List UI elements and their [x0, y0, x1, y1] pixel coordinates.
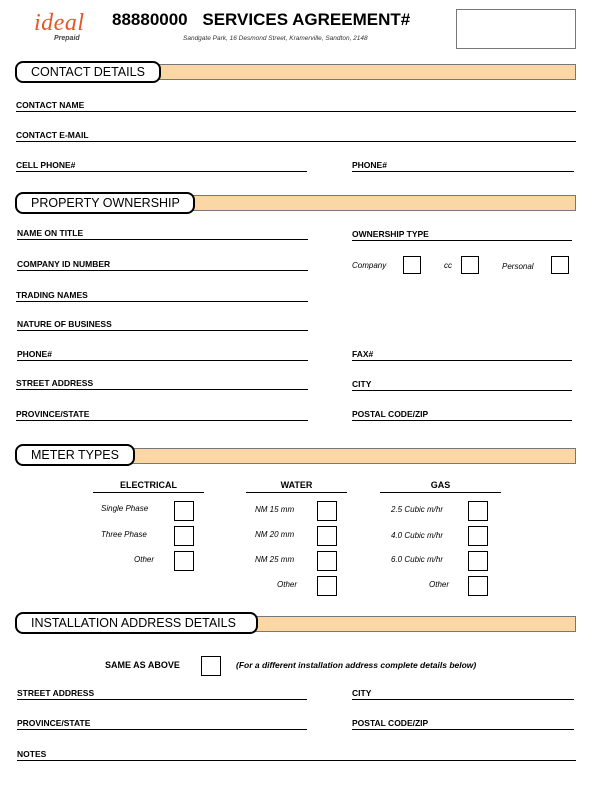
section-contact-details: CONTACT DETAILS [15, 61, 161, 83]
water-other-checkbox[interactable] [317, 576, 337, 596]
logo-text: ideal [34, 10, 85, 36]
gas-2-5-label: 2.5 Cubic m/hr [391, 505, 444, 514]
gas-other-label: Other [429, 580, 450, 589]
gas-column-heading: GAS [380, 480, 501, 493]
water-nm15-checkbox[interactable] [317, 501, 337, 521]
electrical-other-checkbox[interactable] [174, 551, 194, 571]
section-property-ownership: PROPERTY OWNERSHIP [15, 192, 195, 214]
ownership-cc-checkbox[interactable] [461, 256, 479, 274]
water-nm20-checkbox[interactable] [317, 526, 337, 546]
fax-field[interactable]: FAX# [352, 349, 572, 361]
electrical-column-heading: ELECTRICAL [93, 480, 204, 493]
gas-4-0-checkbox[interactable] [468, 526, 488, 546]
electrical-three-phase-label: Three Phase [101, 530, 147, 539]
section-bar [150, 64, 576, 80]
contact-email-field[interactable]: CONTACT E-MAIL [16, 130, 576, 142]
province-field[interactable]: PROVINCE/STATE [16, 409, 308, 421]
installation-postal-code-field[interactable]: POSTAL CODE/ZIP [352, 718, 574, 730]
electrical-single-phase-label: Single Phase [101, 504, 149, 513]
street-address-field[interactable]: STREET ADDRESS [16, 378, 308, 390]
ownership-cc-label: cc [444, 261, 452, 270]
postal-code-field[interactable]: POSTAL CODE/ZIP [352, 409, 572, 421]
ownership-personal-label: Personal [502, 262, 534, 271]
gas-6-0-checkbox[interactable] [468, 551, 488, 571]
section-meter-types: METER TYPES [15, 444, 135, 466]
logo-subtext: Prepaid [54, 35, 80, 42]
nature-of-business-field[interactable]: NATURE OF BUSINESS [17, 319, 308, 331]
electrical-other-label: Other [134, 555, 155, 564]
property-phone-field[interactable]: PHONE# [17, 349, 308, 361]
water-nm25-label: NM 25 mm [255, 555, 295, 564]
trading-names-field[interactable]: TRADING NAMES [16, 290, 308, 302]
ownership-company-checkbox[interactable] [403, 256, 421, 274]
phone-field[interactable]: PHONE# [352, 160, 574, 172]
installation-street-address-field[interactable]: STREET ADDRESS [17, 688, 307, 700]
water-nm25-checkbox[interactable] [317, 551, 337, 571]
notes-field[interactable]: NOTES [17, 749, 576, 761]
gas-other-checkbox[interactable] [468, 576, 488, 596]
agreement-number: 88880000 [112, 10, 188, 29]
section-bar [185, 195, 576, 211]
name-on-title-field[interactable]: NAME ON TITLE [17, 228, 308, 240]
ownership-type-field: OWNERSHIP TYPE [352, 229, 572, 241]
ownership-personal-checkbox[interactable] [551, 256, 569, 274]
ideal-prepaid-logo [14, 4, 94, 46]
gas-6-0-label: 6.0 Cubic m/hr [391, 555, 444, 564]
same-as-above-checkbox[interactable] [201, 656, 221, 676]
electrical-single-phase-checkbox[interactable] [174, 501, 194, 521]
water-nm20-label: NM 20 mm [255, 530, 295, 539]
electrical-three-phase-checkbox[interactable] [174, 526, 194, 546]
water-other-label: Other [277, 580, 298, 589]
water-column-heading: WATER [246, 480, 347, 493]
gas-4-0-label: 4.0 Cubic m/hr [391, 531, 444, 540]
section-bar [248, 616, 576, 632]
installation-city-field[interactable]: CITY [352, 688, 574, 700]
installation-note: (For a different installation address complete details below) [236, 660, 477, 670]
company-address: Sandgate Park, 16 Desmond Street, Kramerville, Sandton, 2148 [183, 35, 368, 42]
section-installation-address: INSTALLATION ADDRESS DETAILS [15, 612, 258, 634]
agreement-title: SERVICES AGREEMENT# [202, 10, 411, 29]
contact-name-field[interactable]: CONTACT NAME [16, 100, 576, 112]
ownership-company-label: Company [352, 261, 387, 270]
city-field[interactable]: CITY [352, 379, 572, 391]
gas-2-5-checkbox[interactable] [468, 501, 488, 521]
installation-province-field[interactable]: PROVINCE/STATE [17, 718, 307, 730]
same-as-above-label: SAME AS ABOVE [105, 660, 180, 670]
water-nm15-label: NM 15 mm [255, 505, 295, 514]
page-title [112, 10, 420, 30]
section-bar [125, 448, 576, 464]
company-id-field[interactable]: COMPANY ID NUMBER [17, 259, 308, 271]
cell-phone-field[interactable]: CELL PHONE# [16, 160, 307, 172]
reference-box[interactable] [456, 9, 576, 49]
